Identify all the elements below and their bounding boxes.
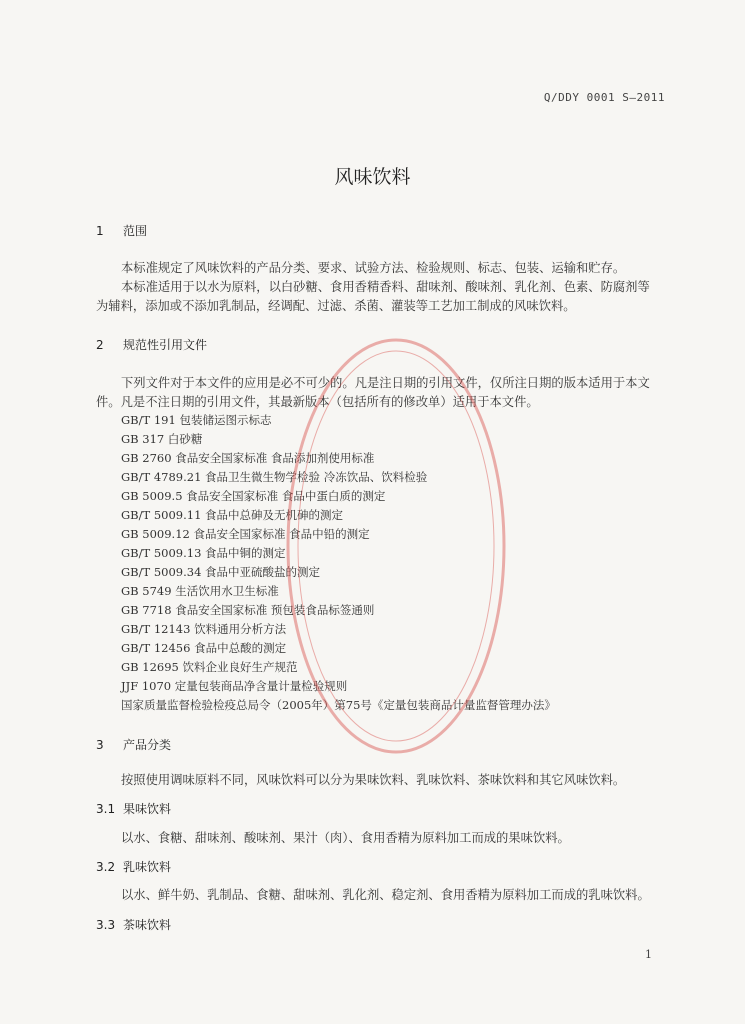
section-3-2-heading [96, 858, 171, 875]
paragraph-line: 为辅料，添加或不添加乳制品，经调配、过滤、杀菌、灌装等工艺加工制成的风味饮料。 [96, 299, 576, 313]
reference-item: GB/T 5009.11 食品中总砷及无机砷的测定 [121, 508, 344, 522]
reference-item: GB 2760 食品安全国家标准 食品添加剂使用标准 [121, 451, 375, 465]
reference-item: GB/T 12143 饮料通用分析方法 [121, 622, 287, 636]
section-3-heading [96, 736, 171, 753]
reference-item: GB/T 4789.21 食品卫生微生物学检验 冷冻饮品、饮料检验 [121, 470, 428, 484]
section-number: 1 [96, 224, 104, 238]
section-number: 3 [96, 738, 104, 752]
reference-item: GB 12695 饮料企业良好生产规范 [121, 660, 298, 674]
section-number: 3.3 [96, 918, 116, 932]
section-2-heading [96, 336, 207, 353]
reference-item: GB/T 5009.13 食品中铜的测定 [121, 546, 286, 560]
reference-item: GB/T 12456 食品中总酸的测定 [121, 641, 287, 655]
section-number: 2 [96, 338, 104, 352]
paragraph-line: 下列文件对于本文件的应用是必不可少的。凡是注日期的引用文件，仅所注日期的版本适用于本文 [121, 376, 650, 390]
reference-item: GB 5009.12 食品安全国家标准 食品中铅的测定 [121, 527, 370, 541]
paragraph-line: 本标准适用于以水为原料，以白砂糖、食用香精香料、甜味剂、酸味剂、乳化剂、色素、防腐剂等 [121, 280, 650, 294]
section-title: 范围 [123, 224, 148, 238]
page-number: 1 [645, 948, 652, 961]
reference-item: JJF 1070 定量包装商品净含量计量检验规则 [121, 679, 348, 693]
section-title: 茶味饮料 [123, 918, 172, 932]
reference-item: GB 5749 生活饮用水卫生标准 [121, 584, 279, 598]
document-title: 风味饮料 [334, 166, 411, 188]
reference-item: GB/T 5009.34 食品中亚硫酸盐的测定 [121, 565, 321, 579]
reference-item: GB 7718 食品安全国家标准 预包装食品标签通则 [121, 603, 375, 617]
seal-stamp [281, 332, 511, 760]
section-number: 3.2 [96, 860, 116, 874]
section-3-1-heading [96, 800, 171, 817]
reference-item: GB 5009.5 食品安全国家标准 食品中蛋白质的测定 [121, 489, 386, 503]
section-title: 乳味饮料 [123, 860, 172, 874]
paragraph: 以水、鲜牛奶、乳制品、食糖、甜味剂、乳化剂、稳定剂、食用香精为原料加工而成的乳味饮料。 [121, 888, 650, 902]
section-title: 规范性引用文件 [123, 338, 208, 352]
paragraph-line: 件。凡是不注日期的引用文件，其最新版本（包括所有的修改单）适用于本文件。 [96, 395, 539, 409]
reference-item: GB/T 191 包装储运图示标志 [121, 413, 272, 427]
paragraph: 以水、食糖、甜味剂、酸味剂、果汁（肉）、食用香精为原料加工而成的果味饮料。 [121, 831, 570, 845]
section-number: 3.1 [96, 802, 116, 816]
section-title: 产品分类 [123, 738, 172, 752]
section-title: 果味饮料 [123, 802, 172, 816]
section-3-3-heading [96, 916, 171, 933]
section-1-heading [96, 222, 147, 239]
reference-item: 国家质量监督检验检疫总局令（2005年）第75号《定量包装商品计量监督管理办法》 [121, 698, 556, 712]
paragraph: 按照使用调味原料不同，风味饮料可以分为果味饮料、乳味饮料、茶味饮料和其它风味饮料。 [121, 773, 626, 787]
paragraph: 本标准规定了风味饮料的产品分类、要求、试验方法、检验规则、标志、包装、运输和贮存。 [121, 261, 626, 275]
reference-item: GB 317 白砂糖 [121, 432, 203, 446]
standard-code: Q/DDY 0001 S—2011 [543, 91, 665, 104]
